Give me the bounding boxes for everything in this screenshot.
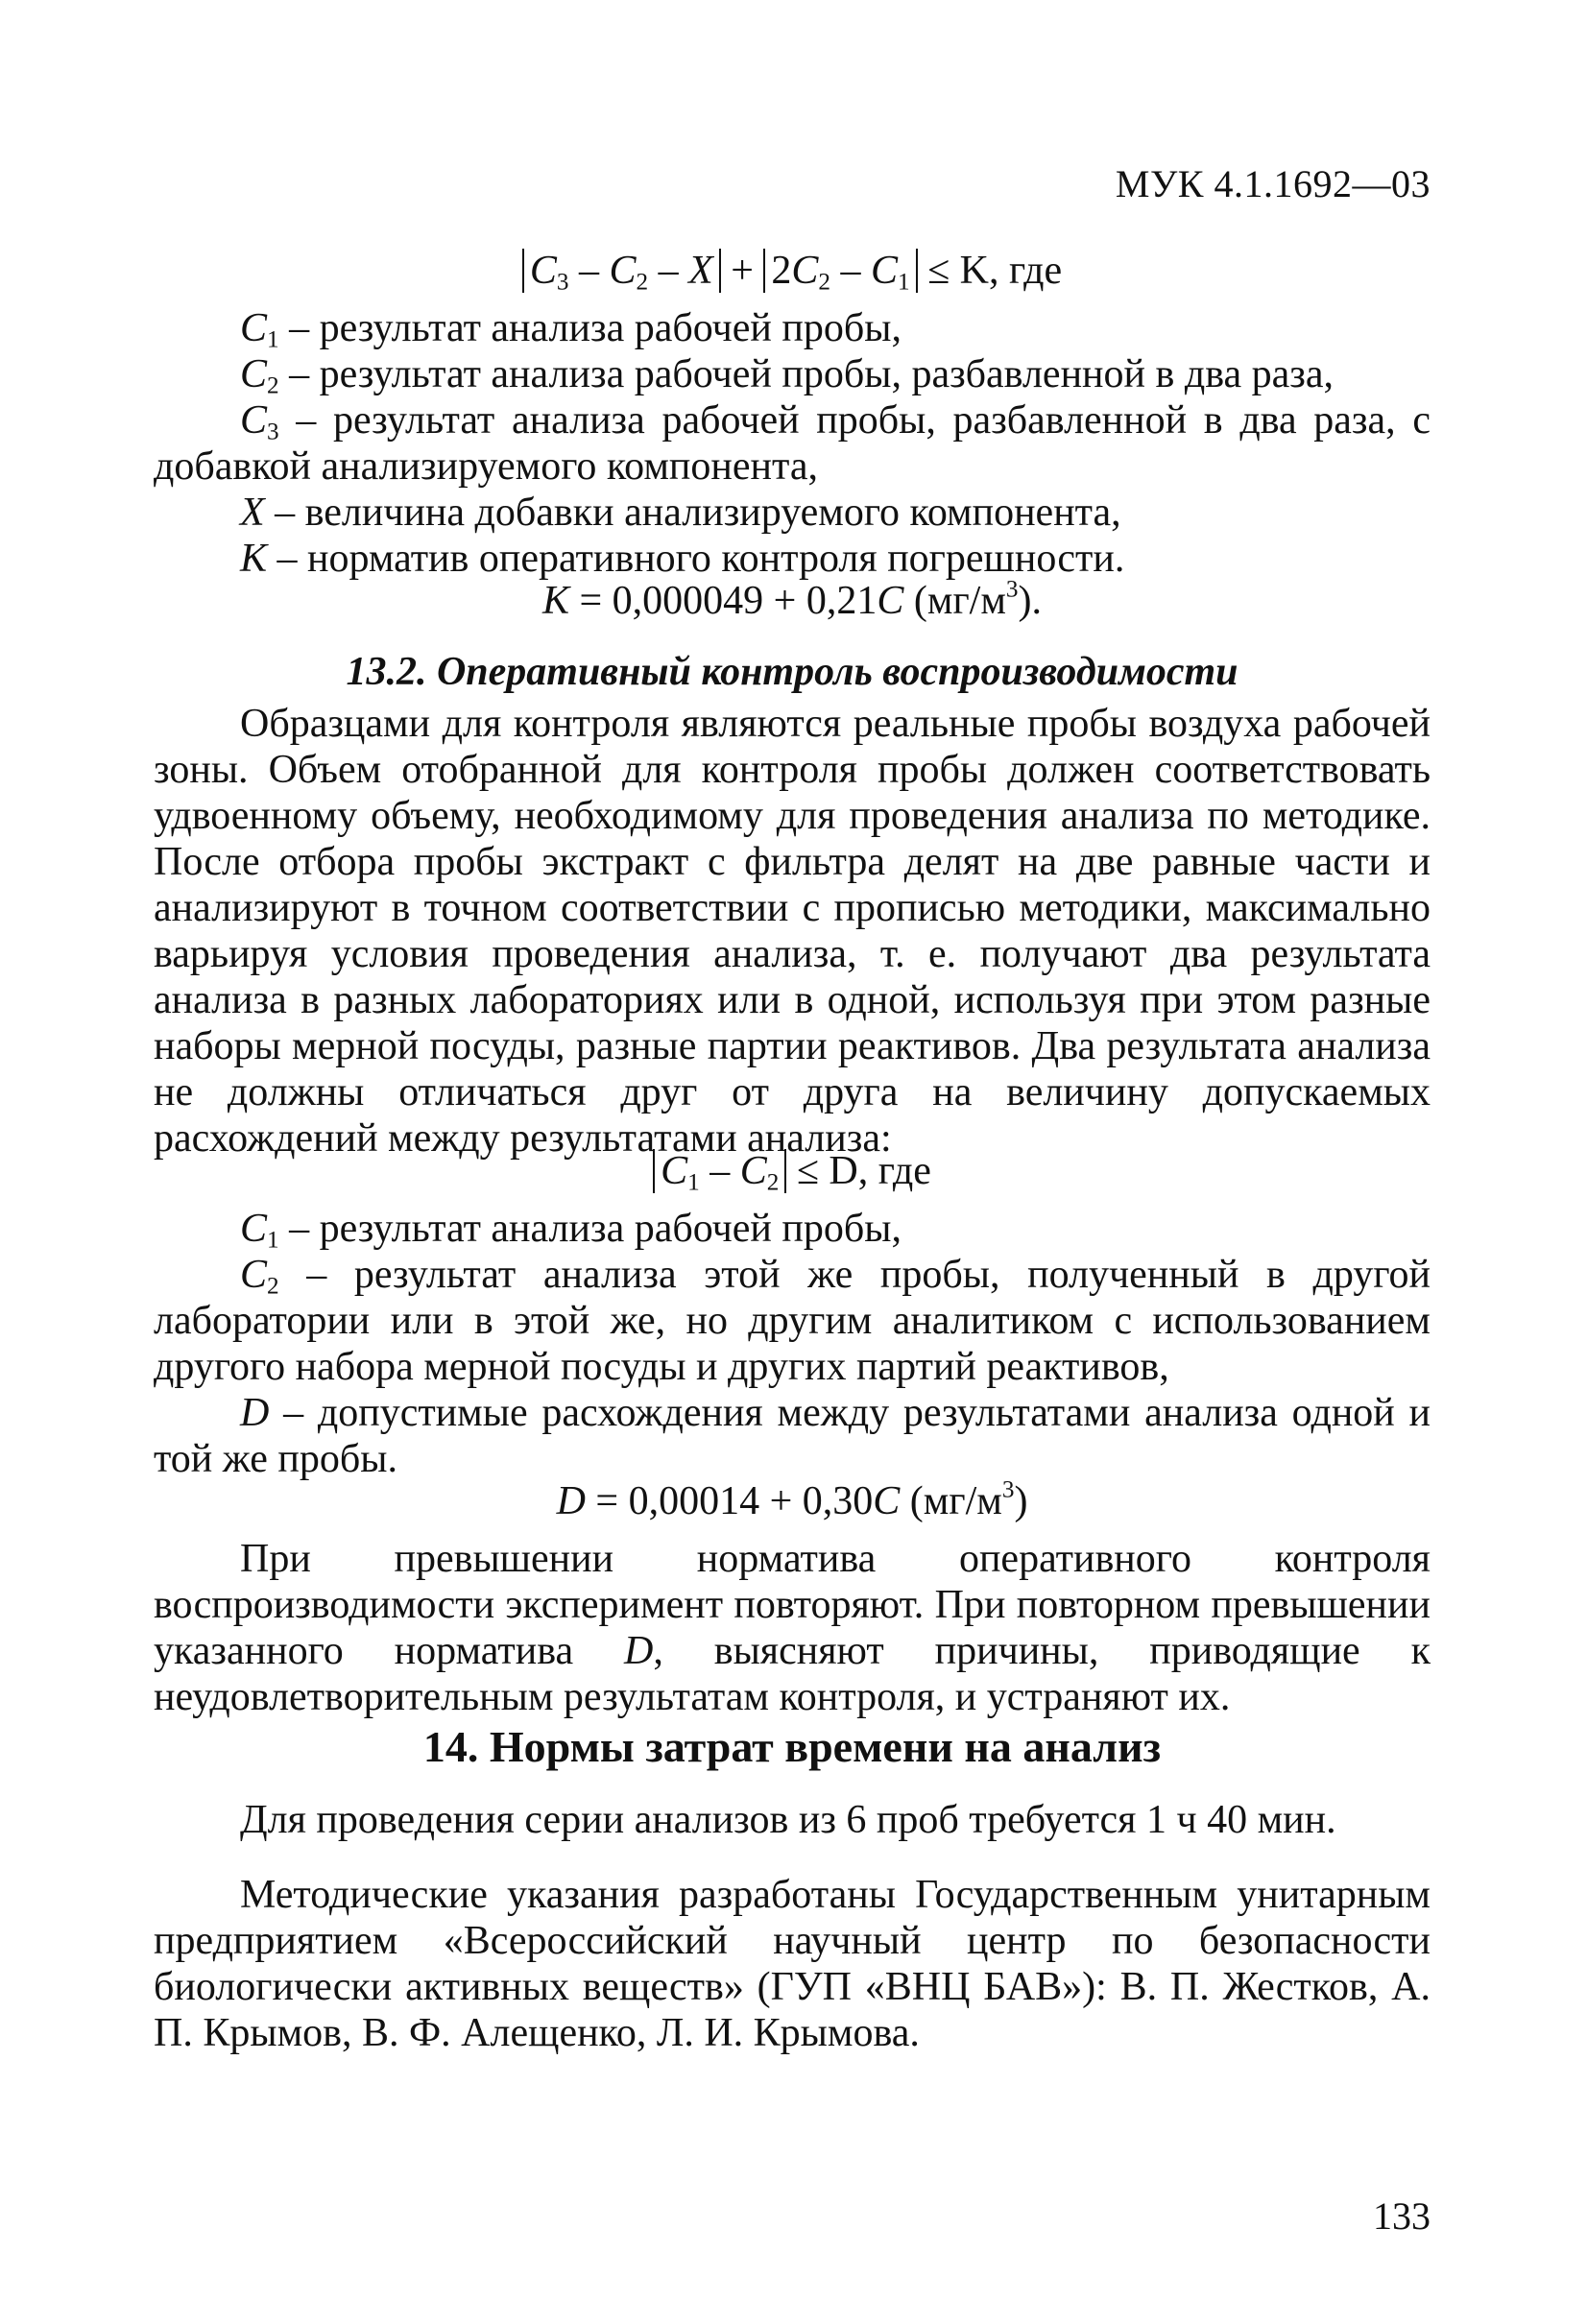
subsection-title: 13.2. Оперативный контроль воспроизводимости [346,650,1238,694]
authors-paragraph: Методические указания разработаны Государственным унитарным предприятием «Всероссийский научный центр по безопасности биологически активных веществ» (ГУП «ВНЦ БАВ»): В. П. Жестков, А. П. Крымов, В. Ф. Алещенко, Л. И. Крымова. [154,1873,1431,2055]
definition-item: $C_1$ – результат анализа рабочей пробы, [240,1207,902,1254]
page-number: 133 [1373,2194,1431,2238]
definitions-list-2 [154,1206,1431,1482]
k-norm-formula: K = 0,000049 + 0,21C $(мг/м^3)$. [541,576,1043,623]
definition-item: $C_1$ – результат анализа рабочей пробы, [240,306,902,353]
definitions-list-1 [154,305,1431,582]
reproducibility-formula: $C_1 - C_2 \le D$, где [154,1148,1431,1194]
accuracy-control-formula: $C_3 - C_2 - X + 2C_2 - C_1 \le K$, где [154,248,1431,294]
definition-item: X – величина добавки анализируемого компонента, [240,491,1121,535]
time-paragraph: Для проведения серии анализов из 6 проб требуется 1 ч 40 мин. [240,1798,1336,1842]
definition-item: K – норматив оперативного контроля погрешности. [240,537,1125,581]
d-norm-formula: D = 0,00014 + 0,30C $(мг/м^3)$ [556,1476,1028,1523]
section-title: 14. Нормы затрат времени на анализ [422,1722,1162,1771]
definition-item: $C_2$ – результат анализа рабочей пробы, разбавленной в два раза, [240,352,1334,399]
definition-item: $C_2$ – результат анализа этой же пробы, полученный в другой лаборатории или в этой же, но другим аналитиком с использованием другого набора мерной посуды и других партий реактивов, [154,1253,1431,1389]
definition-item: D – допустимые расхождения между результатами анализа одной и той же пробы. [154,1391,1431,1481]
document-code: МУК 4.1.1692—03 [1115,162,1431,205]
definition-item: $C_3$ – результат анализа рабочей пробы, разбавленной в два раза, с добавкой анализируемого компонента, [154,398,1431,489]
exceed-paragraph: При превышении норматива оперативного контроля воспроизводимости эксперимент повторяют. При повторном превышении указанного норматива D, выясняют причины, приводящие к неудовлетворительным результатам контроля, и устраняют их. [154,1537,1431,1719]
reproducibility-paragraph: Образцами для контроля являются реальные пробы воздуха рабочей зоны. Объем отобранной для контроля пробы должен соответствовать удвоенному объему, необходимому для проведения анализа по методике. После отбора пробы экстракт с фильтра делят на две равные части и анализируют в точном соответствии с прописью методики, максимально варьируя условия проведения анализа, т. е. получают два результата анализа в разных лабораториях или в одной, используя при этом разные наборы мерной посуды, разные партии реактивов. Два результата анализа не должны отличаться друг от друга на величину допускаемых расхождений между результатами анализа: [154,702,1431,1161]
